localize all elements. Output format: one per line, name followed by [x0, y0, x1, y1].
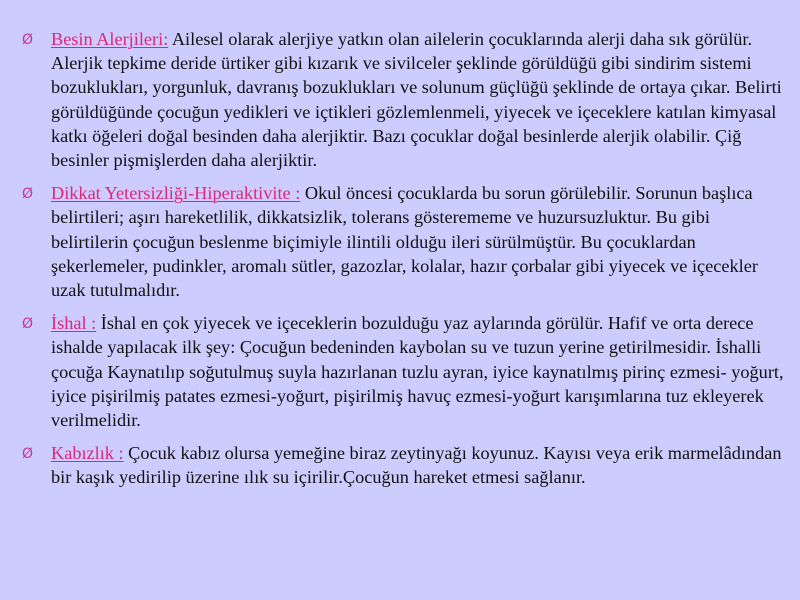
description-ishal: İshal en çok yiyecek ve içeceklerin bozulduğu yaz aylarında görülür. Hafif ve orta derece ishalde yapılacak ilk şey: Çocuğun bedeninden kaybolan su ve tuzun yerine getirilmesidir. İshalli çocuğa Kaynatılıp soğutulmuş suyla hazırlanan tuzlu ayran, iyice kaynatılmış pirinç ezmesi- yoğurt, iyice pişirilmiş patates ezmesi-yoğurt, pişirilmiş havuç ezmesi-yoğurt karışımlarına tuz ekleyerek verilmelidir. — [51, 313, 784, 431]
term-kabizlik: Kabızlık : — [51, 443, 124, 464]
bullet-besin-alerjileri — [22, 27, 786, 172]
description-besin-alerjileri: Ailesel olarak alerjiye yatkın olan ailelerin çocuklarında alerji daha sık görülür. Alerjik tepkime deride ürtiker gibi kızarık ve sivilceler şeklinde görüldüğü gibi sindirim sistemi bozuklukları, yorgunluk, davranış bozuklukları ve solunum güçlüğü şeklinde de ortaya çıkar. Belirti görüldüğünde çocuğun yedikleri ve içtikleri gözlemlenmeli, yiyecek ve içeceklere katılan kimyasal katkı öğeleri doğal besinden daha alerjiktir. Bazı çocuklar doğal besinlerde alerjik olabilir. Çiğ besinler pişmişlerden daha alerjiktir. — [51, 29, 782, 171]
description-kabizlik: Çocuk kabız olursa yemeğine biraz zeytinyağı koyunuz. Kayısı veya erik marmelâdından bir kaşık yedirilip üzerine ılık su içirilir.Çocuğun hareket etmesi sağlanır. — [51, 443, 782, 488]
bullet-ishal — [22, 311, 786, 432]
term-dikkat-yetersizligi: Dikkat Yetersizliği-Hiperaktivite : — [51, 183, 301, 204]
term-besin-alerjileri: Besin Alerjileri: — [51, 29, 169, 49]
bullet-dikkat-yetersizligi — [22, 181, 786, 302]
bullet-kabizlik — [22, 441, 786, 489]
bullet-arrow-icon: Ø — [22, 446, 34, 463]
bullet-arrow-icon: Ø — [22, 32, 34, 48]
bullet-arrow-icon: Ø — [22, 186, 34, 203]
description-dikkat-yetersizligi: Okul öncesi çocuklarda bu sorun görülebilir. Sorunun başlıca belirtileri; aşırı hareketlilik, dikkatsizlik, tolerans gösterememe ve huzursuzluktur. Bu gibi belirtilerin çocuğun beslenme biçimiyle ilintili olduğu ileri sürülmüştür. Bu çocuklardan şekerlemeler, pudinkler, aromalı sütler, gazozlar, kolalar, hazır çorbalar gibi yiyecek ve içecekler uzak tutulmalıdır. — [51, 183, 758, 301]
term-ishal: İshal : — [51, 313, 97, 334]
bullet-list — [22, 27, 786, 490]
bullet-arrow-icon: Ø — [22, 316, 34, 333]
